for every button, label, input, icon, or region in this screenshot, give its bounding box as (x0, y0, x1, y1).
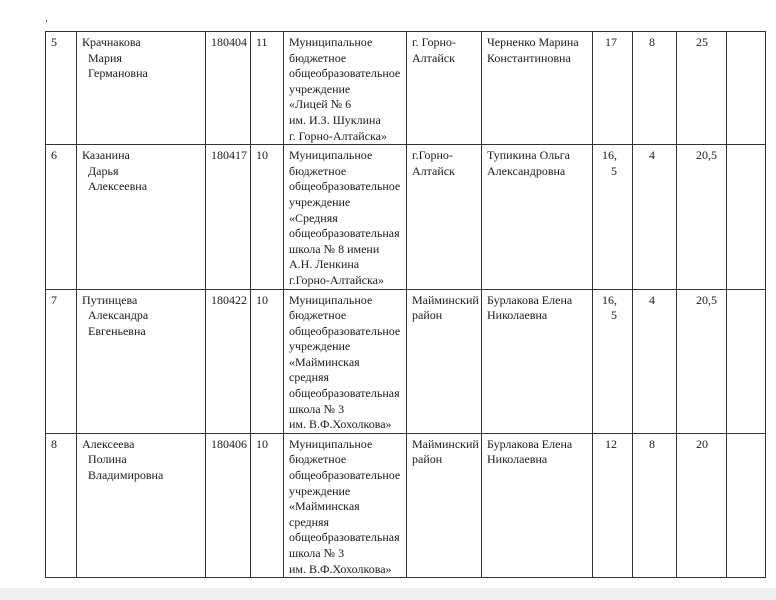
school-line: общеобразовательная (289, 530, 400, 545)
total-score-value: 25 (696, 35, 708, 49)
participant-name (77, 32, 206, 145)
teacher-name (482, 32, 593, 145)
participant-name (77, 145, 206, 289)
total-score (677, 433, 727, 577)
school-line: им. В.Ф.Хохолкова» (289, 561, 392, 576)
school-line: школа № 3 (289, 401, 345, 416)
page-bottom-shade (0, 588, 776, 600)
school-line: Муниципальное (289, 148, 373, 163)
locality-line: Алтайск (412, 163, 455, 178)
school-line: учреждение (289, 483, 351, 498)
locality (407, 433, 482, 577)
school-line: школа № 8 имени (289, 241, 380, 256)
score-part-1-value: 12 (605, 436, 617, 451)
school-line: Муниципальное (289, 35, 373, 49)
total-score (677, 145, 727, 289)
teacher-line: Бурлакова Елена (487, 436, 573, 451)
total-score-value: 20,5 (696, 292, 717, 307)
grade: 11 (251, 32, 284, 145)
locality-line: район (412, 452, 443, 467)
teacher-name (482, 145, 593, 289)
patronymic: Евгеньевна (88, 323, 146, 338)
participant-code: 180406 (206, 433, 251, 577)
school-line: общеобразовательное (289, 66, 401, 81)
participant-name (77, 433, 206, 577)
school-name (284, 289, 407, 433)
first-name: Полина (88, 452, 127, 467)
score-part-1 (593, 433, 633, 577)
school-line: «Лицей № 6 (289, 97, 352, 112)
participant-name (77, 289, 206, 433)
school-line: «Майминская (289, 354, 360, 369)
row-number: 5 (46, 32, 77, 145)
participant-code: 180417 (206, 145, 251, 289)
total-score-value: 20 (696, 436, 708, 451)
school-line: средняя (289, 370, 330, 385)
teacher-name (482, 289, 593, 433)
school-line: общеобразовательная (289, 386, 400, 401)
empty-cell (727, 145, 766, 289)
patronymic: Германовна (88, 66, 148, 81)
school-line: учреждение (289, 194, 351, 209)
first-name: Дарья (88, 163, 119, 178)
score-part-2 (633, 289, 677, 433)
school-line: им. В.Ф.Хохолкова» (289, 417, 392, 432)
row-number: 7 (46, 289, 77, 433)
first-name: Александра (88, 308, 149, 323)
locality (407, 145, 482, 289)
first-name: Мария (88, 50, 122, 65)
teacher-name (482, 433, 593, 577)
grade: 10 (251, 145, 284, 289)
locality-line: Майминский (412, 436, 479, 451)
school-name (284, 32, 407, 145)
total-score-value: 20,5 (696, 148, 717, 163)
school-line: общеобразовательное (289, 179, 401, 194)
school-line: школа № 3 (289, 546, 345, 560)
empty-cell (727, 32, 766, 145)
total-score (677, 32, 727, 145)
empty-cell (727, 433, 766, 577)
total-score (677, 289, 727, 433)
last-name: Путинцева (82, 292, 138, 307)
score-part-2 (633, 433, 677, 577)
school-line: Муниципальное (289, 436, 373, 451)
score-part-2-value: 4 (649, 148, 655, 163)
locality-line: г. Горно- (412, 35, 456, 49)
school-line: общеобразовательное (289, 468, 401, 483)
teacher-line: Константиновна (487, 50, 571, 65)
school-line: «Майминская (289, 499, 360, 514)
last-name: Казанина (82, 148, 130, 163)
school-line: бюджетное (289, 163, 347, 178)
school-line: бюджетное (289, 50, 347, 65)
last-name: Крачнакова (82, 35, 141, 49)
school-line: общеобразовательная (289, 226, 400, 241)
grade: 10 (251, 433, 284, 577)
score-part-1-value: 17 (605, 35, 617, 49)
school-line: г. Горно-Алтайска» (289, 128, 387, 143)
table-row (46, 32, 766, 145)
school-line: «Средняя (289, 210, 338, 225)
last-name: Алексеева (82, 436, 135, 451)
school-line: А.Н. Ленкина (289, 257, 360, 272)
teacher-line: Николаевна (487, 452, 548, 467)
table-row (46, 433, 766, 577)
results-table (45, 31, 766, 578)
patronymic: Владимировна (88, 468, 164, 483)
school-line: Муниципальное (289, 292, 373, 307)
score-part-1 (593, 289, 633, 433)
school-line: бюджетное (289, 452, 347, 467)
score-part-2-value: 8 (649, 436, 655, 451)
locality-line: г.Горно- (412, 148, 453, 163)
locality (407, 289, 482, 433)
teacher-line: Черненко Марина (487, 35, 579, 49)
row-number: 6 (46, 145, 77, 289)
locality-line: район (412, 308, 443, 323)
locality-line: Алтайск (412, 50, 455, 65)
table-row (46, 145, 766, 289)
score-part-1 (593, 32, 633, 145)
locality (407, 32, 482, 145)
score-part-2 (633, 145, 677, 289)
teacher-line: Бурлакова Елена (487, 292, 573, 307)
school-line: учреждение (289, 81, 351, 96)
empty-cell (727, 289, 766, 433)
teacher-line: Тупикина Ольга (487, 148, 570, 163)
grade: 10 (251, 289, 284, 433)
score-part-1-value: 16,5 (602, 292, 617, 323)
score-part-1 (593, 145, 633, 289)
row-number: 8 (46, 433, 77, 577)
table-row (46, 289, 766, 433)
participant-code: 180404 (206, 32, 251, 145)
table-body (46, 32, 766, 578)
score-part-1-value: 16,5 (602, 148, 617, 178)
locality-line: Майминский (412, 292, 479, 307)
school-line: г.Горно-Алтайска» (289, 272, 384, 287)
school-line: бюджетное (289, 308, 347, 323)
school-line: учреждение (289, 339, 351, 354)
teacher-line: Александровна (487, 163, 566, 178)
scan-mark (46, 20, 47, 22)
score-part-2 (633, 32, 677, 145)
school-line: средняя (289, 514, 330, 529)
teacher-line: Николаевна (487, 308, 548, 323)
score-part-2-value: 4 (649, 292, 655, 307)
patronymic: Алексеевна (88, 179, 148, 194)
school-name (284, 433, 407, 577)
school-line: им. И.З. Шуклина (289, 112, 381, 127)
school-line: общеобразовательное (289, 323, 401, 338)
school-name (284, 145, 407, 289)
participant-code: 180422 (206, 289, 251, 433)
score-part-2-value: 8 (649, 35, 655, 49)
